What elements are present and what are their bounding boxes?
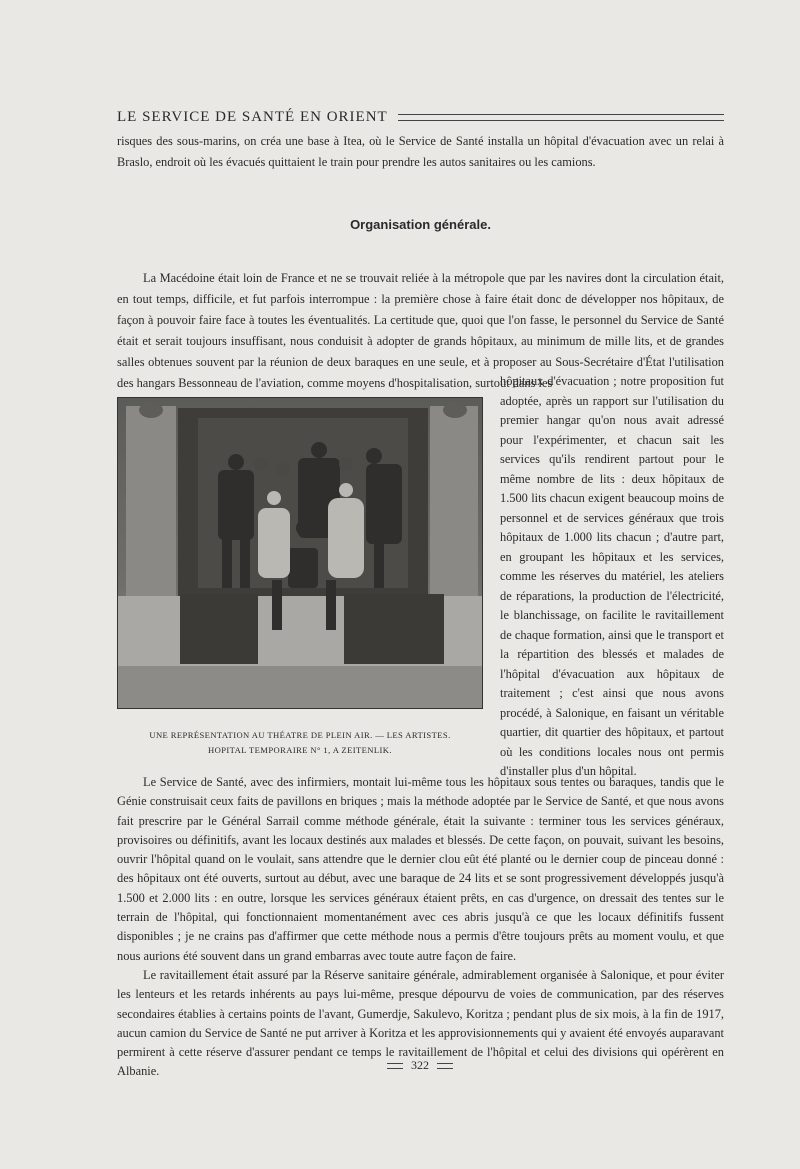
paragraph-2: Le Service de Santé, avec des infirmiers, montait lui-même tous les hôpitaux sous tentes ou baraques, tandis que le Génie construisait ceux faits de pavillons en briques ; mais la méthode adoptée par le Service de Santé, et que nous avons fait prescrire par le Général Sarrail comme méthode générale, était la suivante : terminer tous les services généraux, provisoires ou définitifs, avant les locaux destinés aux malades et blessés. De cette façon, on pouvait, suivant les besoins, ouvrir l'hôpital quand on le voulait, sans attendre que le dernier clou eût été planté ou le dernier coup de pinceau donné : des hôpitaux ont été ouverts, surtout au début, avec une baraque de 24 lits et se sont progressivement développés jusqu'à 1.500 et 2.000 lits : en outre, lorsque les services généraux étaient prêts, en cas d'urgence, on dressait des tentes sur le terrain de l'hôpital, qui fonctionnaient momentanément avec ces abris jusqu'à ce que les locaux définitifs fussent disponibles ; je ne crains pas d'affirmer que cette méthode nous a permis d'être toujours prêts au moment voulu, et que nous aurions été souvent dans un grand embarras avec toute autre façon de faire. [117, 775, 724, 963]
right-column-paragraph: hôpitaux d'évacuation ; notre proposition fut adoptée, après un rapport sur l'utilisation du premier hangar qu'on nous avait adressé pour l'expérimenter, et chacun sait les services qu'ils rendirent partout pour le même nombre de lits : deux hôpitaux de 1.500 lits chacun exigent beaucoup moins de personnel et de services généraux que trois hôpitaux de 1.000 lits chacun ; d'autre part, en groupant les hôpitaux et les services, comme les réserves du matériel, les ateliers de réparations, la production de l'électricité, le blanchissage, on facilite le ravitaillement de chaque formation, ainsi que le transport et la répartition des blessés et malades de l'hôpital d'évacuation aux hôpitaux de traitement ; c'est ainsi que nous avons procédé, à Salonique, en faisant un véritable quartier, dit quartier des hôpitaux, et partout où les conditions locales nous ont permis d'installer plus d'un hôpital. [500, 374, 724, 778]
page-number: 322 [411, 1058, 429, 1072]
caption-line-1: UNE REPRÉSENTATION AU THÉATRE DE PLEIN AIR. — LES ARTISTES. [149, 730, 451, 740]
right-column-text [500, 372, 724, 782]
intro-paragraph: risques des sous-marins, on créa une base à Itea, où le Service de Santé installa un hôpital d'évacuation avec un relai à Braslo, endroit où les évacués quittaient le train pour prendre les autos sanitaires ou les camions. [117, 134, 724, 169]
photo-caption [117, 728, 483, 758]
running-title: LE SERVICE DE SANTÉ EN ORIENT [117, 108, 388, 125]
page-number-block [370, 1058, 470, 1073]
page-header [117, 106, 724, 128]
page-number-left-rule [387, 1063, 403, 1069]
photo-theatre-artists [117, 397, 483, 709]
caption-line-2: HOPITAL TEMPORAIRE N° 1, A ZEITENLIK. [208, 745, 392, 755]
header-double-rule [398, 114, 724, 121]
paragraph-3: Le ravitaillement était assuré par la Réserve sanitaire générale, admirablement organisée à Salonique, et pour éviter les lenteurs et les retards inhérents au pays lui-même, presque dépourvu de voies de communication, par des réserves secondaires établies à certains points de l'avant, Gumerdje, Sakulevo, Koritza ; pendant plus de six mois, à la fin de 1917, aucun camion du Service de Santé ne put arriver à Koritza et les approvisionnements qui y avaient été envoyés auparavant permirent à cette réserve d'assurer pendant ce temps le ravitaillement de l'hôpital et celui des divisions qui opérèrent en Albanie. [117, 967, 724, 1079]
section-heading: Organisation générale. [350, 217, 491, 232]
paragraph-1-text: La Macédoine était loin de France et ne se trouvait reliée à la métropole que par les navires dont la circulation était, en tout temps, difficile, et fut parfois interrompue : la première chose à faire était donc de développer nos hôpitaux, de façon à pouvoir faire face à toutes les éventualités. La certitude que, quoi que l'on fasse, le personnel du Service de Santé était et serait toujours insuffisant, nous conduisit à adopter de grands hôpitaux, au minimum de mille lits, et de grandes salles obtenues souvent par la réunion de deux baraques en une seule, et à proposer au Sous-Secrétaire d'État l'utilisation des hangars Bessonneau de l'aviation, comme moyens d'hospitalisation, surtout dans les [117, 271, 724, 390]
page-number-right-rule [437, 1063, 453, 1069]
bottom-text [117, 773, 724, 1082]
photo-image [118, 398, 483, 709]
